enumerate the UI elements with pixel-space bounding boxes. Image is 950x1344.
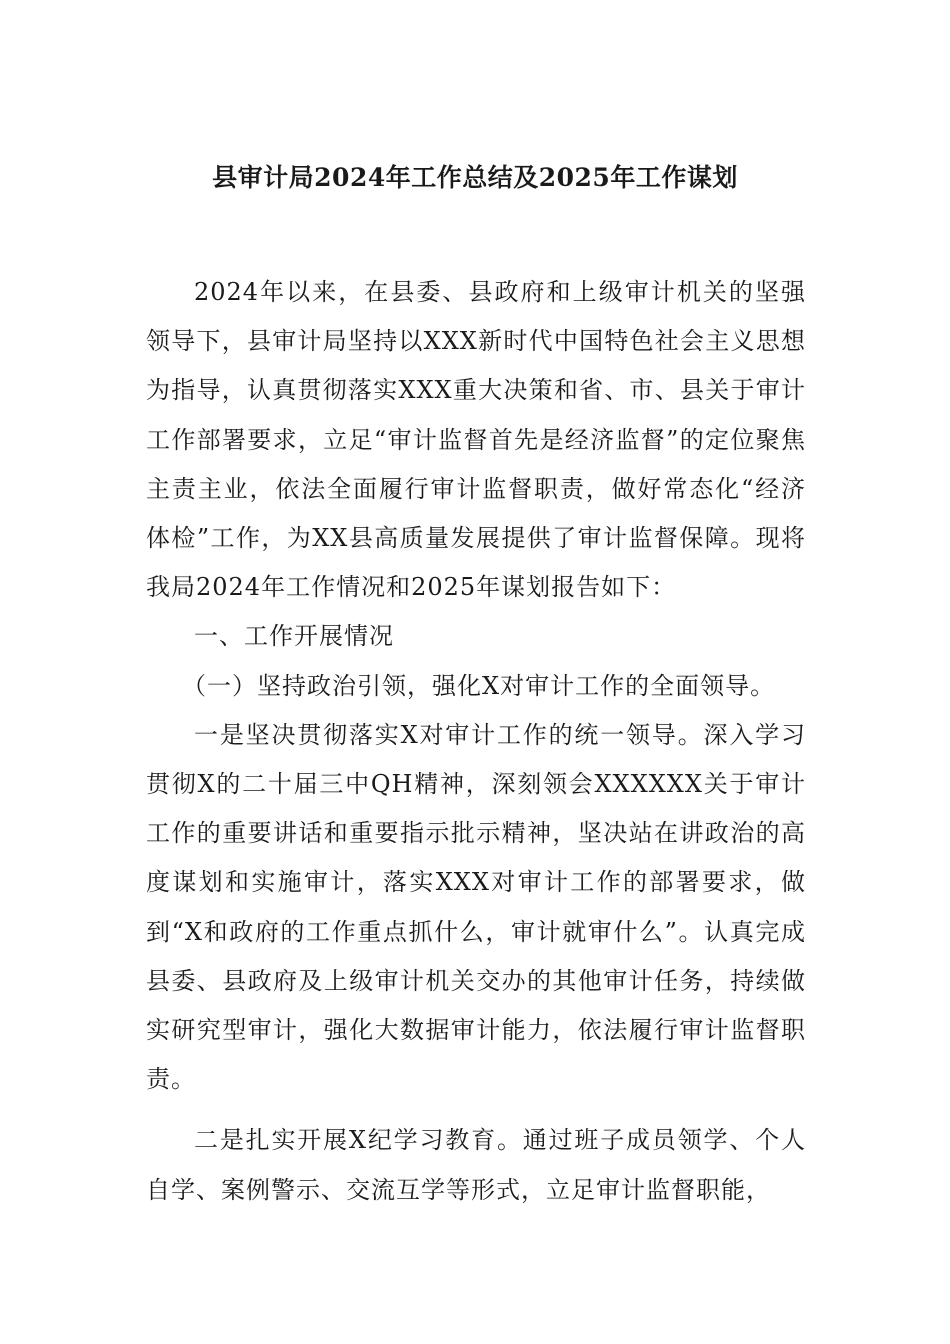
body-paragraph: 二是扎实开展X纪学习教育。通过班子成员领学、个人自学、案例警示、交流互学等形式，立足审计监督职能， [146,1126,806,1204]
section-heading: 一、工作开展情况 [194,622,394,651]
document-body [146,268,806,1215]
document-title: 县审计局2024年工作总结及2025年工作谋划 [212,163,738,192]
subsection-heading: （一）坚持政治引领，强化X对审计工作的全面领导。 [182,671,776,700]
intro-paragraph: 2024年以来，在县委、县政府和上级审计机关的坚强领导下，县审计局坚持以XXX新时代中国特色社会主义思想为指导，认真贯彻落实XXX重大决策和省、市、县关于审计工作部署要求，立足“审计监督首先是经济监督”的定位聚焦主责主业，依法全面履行审计监督职责，做好常态化“经济体检”工作，为XX县高质量发展提供了审计监督保障。现将我局2024年工作情况和2025年谋划报告如下： [146,278,806,602]
body-paragraph: 一是坚决贯彻落实X对审计工作的统一领导。深入学习贯彻X的二十届三中QH精神，深刻领会XXXXXX关于审计工作的重要讲话和重要指示批示精神，坚决站在讲政治的高度谋划和实施审计，落实XXX对审计工作的部署要求，做到“X和政府的工作重点抓什么，审计就审什么”。认真完成县委、县政府及上级审计机关交办的其他审计任务，持续做实研究型审计，强化大数据审计能力，依法履行审计监督职责。 [146,720,806,1094]
